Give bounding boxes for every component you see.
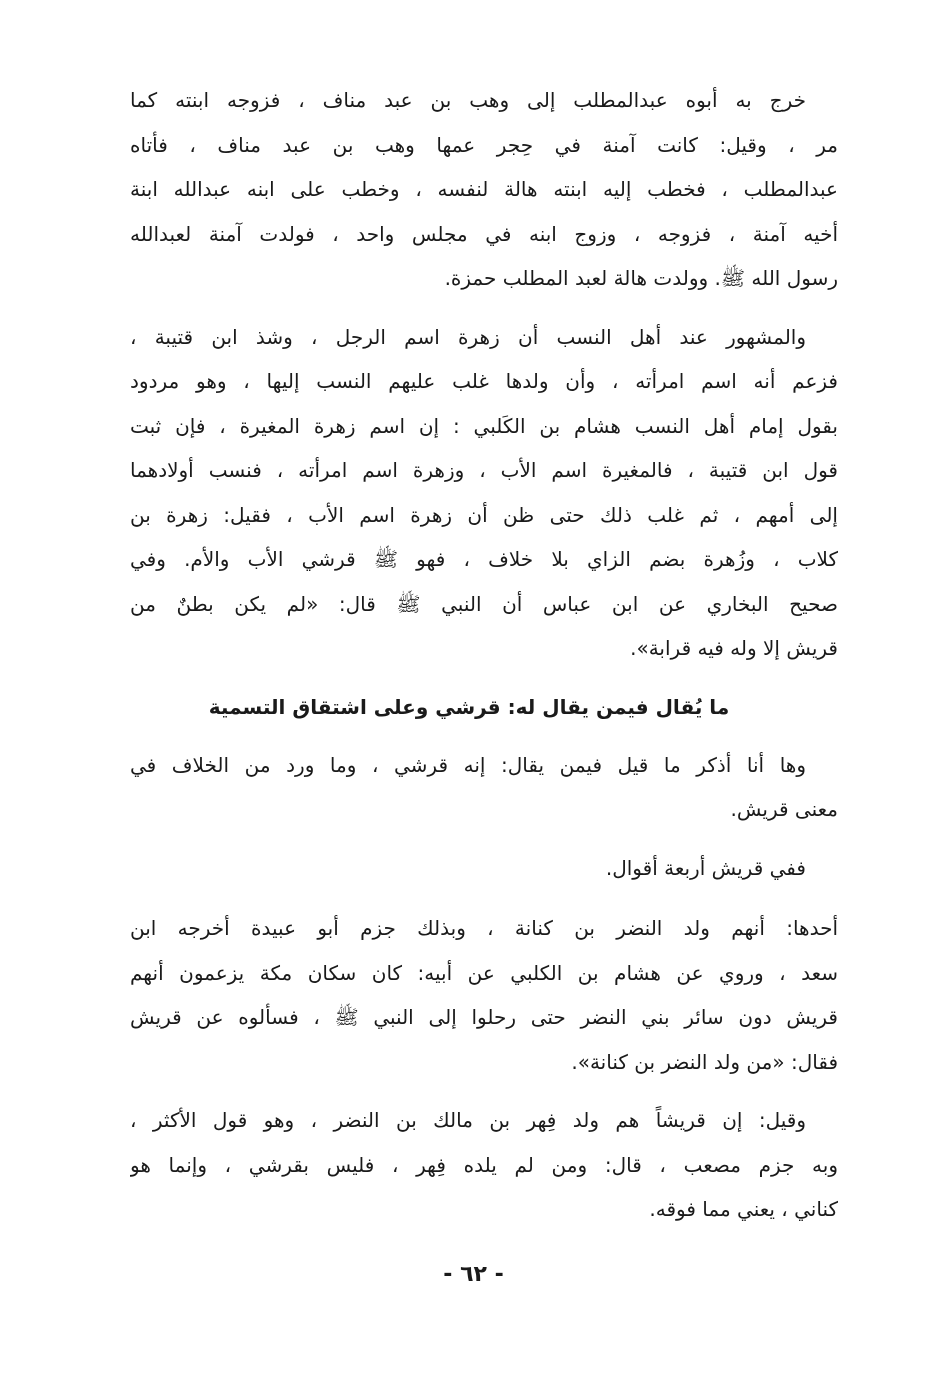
text-line: وبه جزم مصعب ، قال: ومن لم يلده فِهر ، فليس بقرشي ، وإنما هو [130, 1152, 838, 1177]
text-line: فقال: «من ولد النضر بن كنانة». [571, 1049, 838, 1074]
text-line: رسول الله ﷺ. وولدت هالة لعبد المطلب حمزة. [444, 266, 838, 290]
text-line: والمشهور عند أهل النسب أن زهرة اسم الرجل ، وشذ ابن قتيبة ، [130, 324, 806, 349]
text-line: قريش دون سائر بني النضر حتى رحلوا إلى النبي ﷺ ، فسألوه عن قريش [130, 1005, 838, 1029]
text-line: سعد ، وروي عن هشام بن الكلبي عن أبيه: كان سكان مكة يزعمون أنهم [130, 960, 838, 985]
paragraph-1 [130, 78, 838, 301]
text-line: كلاب ، وزُهرة بضم الزاي بلا خلاف ، فهو ﷺ قرشي الأب والأم. وفي [130, 547, 838, 571]
text-line: خرج به أبوه عبدالمطلب إلى وهب بن عبد مناف ، فزوجه ابنته كما [130, 88, 806, 112]
text-line: صحيح البخاري عن ابن عباس أن النبي ﷺ قال: «لم يكن بطنٌ من [130, 591, 838, 616]
text-line: بقول إمام أهل النسب هشام بن الكَلبي : إن اسم زهرة المغيرة ، فإن ثبت [130, 413, 838, 438]
text-line: أحدها: أنهم ولد النضر بن كنانة ، وبذلك جزم أبو عبيدة أخرجه ابن [130, 916, 838, 940]
paragraph-5 [130, 906, 838, 1084]
text-line: إلى أمهم ، ثم غلب ذلك حتى ظن أن زهرة اسم الأب ، فقيل: زهرة بن [130, 502, 838, 527]
paragraph-6 [130, 1098, 838, 1232]
text-line: ففي قريش أربعة أقوال. [605, 855, 806, 880]
paragraph-2 [130, 315, 838, 671]
paragraph-4 [130, 846, 838, 891]
text-line: فزعم أنه اسم امرأته ، وأن ولدها غلب عليهم النسب إليها ، وهو مردود [130, 369, 838, 393]
text-line: معنى قريش. [730, 797, 838, 821]
paragraph-3 [130, 743, 838, 832]
text-line: وقيل: إن قريشاً هم ولد فِهر بن مالك بن النضر ، وهو قول الأكثر ، [130, 1108, 806, 1132]
text-line: وها أنا أذكر ما قيل فيمن يقال: إنه قرشي ، وما ورد من الخلاف في [130, 752, 806, 777]
text-line: عبدالمطلب ، فخطب إليه ابنته هالة لنفسه ، وخطب على ابنه عبدالله ابنة [130, 177, 838, 201]
text-line: قريش إلا وله فيه قرابة». [630, 636, 838, 660]
page-body [130, 78, 838, 1232]
text-line: قول ابن قتيبة ، فالمغيرة اسم الأب ، وزهرة اسم امرأته ، فنسب أولادهما [130, 458, 838, 482]
section-heading: ما يُقال فيمن يقال له: قرشي وعلى اشتقاق التسمية [208, 694, 730, 719]
text-line: أخيه آمنة ، فزوجه ، وزوج ابنه في مجلس واحد ، فولدت آمنة لعبدالله [130, 221, 838, 246]
page-number: - ٦٢ - [443, 1262, 504, 1287]
text-line: مر ، وقيل: كانت آمنة في حِجر عمها وهب بن عبد مناف ، فأتاه [130, 132, 838, 157]
text-line: كناني ، يعني مما فوقه. [649, 1197, 838, 1221]
